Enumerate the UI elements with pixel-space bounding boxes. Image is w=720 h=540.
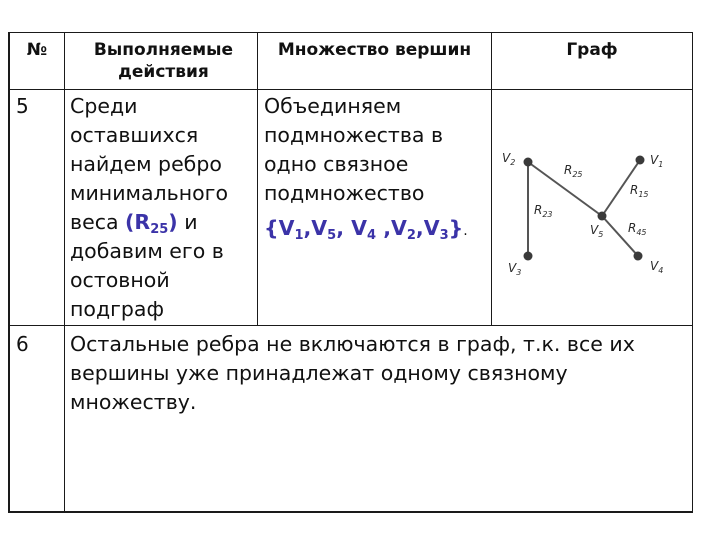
vs-sub2: 5 [327, 228, 337, 243]
graph-svg [498, 140, 678, 290]
table-border-right [692, 32, 693, 513]
vs-sub5: 3 [439, 228, 449, 243]
vertex-v1 [636, 156, 645, 165]
edge-r15-label: $R_{15}$ [630, 183, 649, 199]
table-border-top [8, 32, 693, 33]
table-border-left [8, 32, 10, 513]
vertex-v4 [634, 252, 643, 261]
vs-c1: ,V [303, 216, 328, 240]
edge-r25-ref [125, 210, 178, 237]
vs-c4: ,V [415, 216, 440, 240]
vs-sub1: 1 [294, 228, 304, 243]
header-vertex-set: Множество вершин [277, 40, 472, 60]
row5-actions-line2: оставшихся [70, 123, 199, 147]
row5-actions-line7: остовной [70, 268, 170, 292]
row5-actions-line1: Среди [70, 94, 138, 118]
table-col-sep-3 [491, 32, 492, 325]
edge-r25-label: $R_{25}$ [564, 163, 583, 179]
header-actions: Выполняемые действия [93, 40, 234, 82]
edge-r45-label: $R_{45}$ [628, 221, 647, 237]
vertex-v3-label: $V_3$ [508, 261, 522, 277]
row6-text [70, 330, 635, 417]
vs-sub4: 2 [406, 228, 416, 243]
header-number: № [26, 40, 48, 60]
row5-vs-line1: Объединяем [264, 94, 402, 118]
row5-actions-line3: найдем ребро [70, 152, 222, 176]
table-col-sep-1 [64, 32, 65, 513]
table-border-bottom [8, 511, 693, 513]
vs-sub3: 4 [367, 228, 377, 243]
edge-r23-label: $R_{23}$ [534, 203, 553, 219]
table-col-sep-2 [257, 32, 258, 325]
row5-vs-line2: подмножества в [264, 123, 444, 147]
vs-close: } [448, 216, 464, 240]
vertex-v3 [524, 252, 533, 261]
vertex-v2 [524, 158, 533, 167]
edge-r25-ref-sub: 25 [150, 222, 169, 237]
row5-actions-weight-word: веса [70, 210, 126, 234]
row5-vs-line4: подмножество [264, 181, 425, 205]
row5-actions-line5 [70, 208, 228, 237]
row6-number: 6 [16, 332, 29, 356]
row6-line3: множеству. [70, 390, 197, 414]
vertex-v5-label: $V_5$ [590, 223, 604, 239]
row5-actions-line6: добавим его в [70, 239, 224, 263]
header-graph: Граф [566, 40, 618, 60]
row5-vs-set [264, 214, 468, 246]
table-border-row5 [8, 325, 693, 326]
row6-line1: Остальные ребра не включаются в граф, т.к. все их [70, 332, 635, 356]
spanning-subgraph-figure [498, 140, 678, 290]
vs-c3: ,V [376, 216, 407, 240]
vertex-set-expression [264, 216, 464, 243]
table-border-header [8, 89, 693, 90]
vs-dot: . [463, 223, 468, 239]
vertex-v1-label: $V_1$ [650, 153, 664, 169]
vs-c2: , V [336, 216, 368, 240]
edge-r25-ref-letter: (R [125, 210, 151, 234]
row6-line2: вершины уже принадлежат одному связному [70, 361, 568, 385]
edge-r25-ref-close: ) [168, 210, 178, 234]
row5-actions-text [70, 92, 228, 324]
row5-actions-line4: минимального [70, 181, 228, 205]
vertex-v5 [598, 212, 607, 221]
vs-open: {V [264, 216, 295, 240]
row5-number: 5 [16, 94, 29, 118]
row5-vertex-set-text [264, 92, 468, 246]
row5-actions-and: и [177, 210, 198, 234]
vertex-v2-label: $V_2$ [502, 151, 516, 167]
row5-actions-line8: подграф [70, 297, 164, 321]
row5-vs-line3: одно связное [264, 152, 409, 176]
vertex-v4-label: $V_4$ [650, 259, 664, 275]
